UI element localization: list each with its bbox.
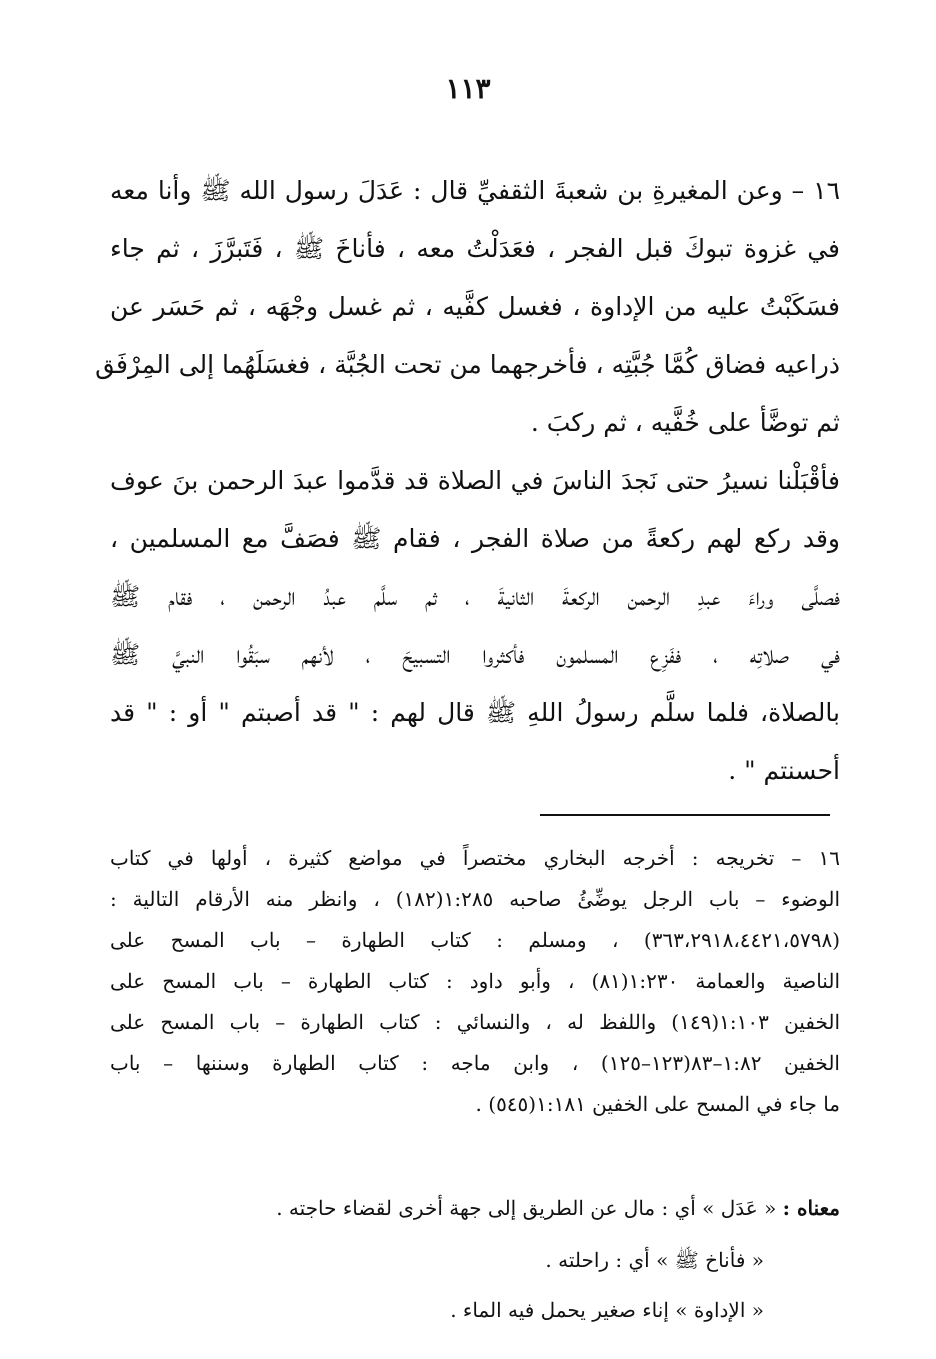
text-line: في غزوة تبوكَ قبل الفجر ، فعَدَلْتُ معه ، فأناخَ ﷺ ، فَتَبرَّزَ ، ثم جاء xyxy=(110,234,840,263)
text-line: بالصلاة، فلما سلَّم رسولُ اللهِ ﷺ قال لهم : " قد أصبتم " أو : " قد xyxy=(110,698,840,727)
footnote-line: الناصية والعمامة ١:٢٣٠(٨١) ، وأبو داود : كتاب الطهارة – باب المسح على xyxy=(110,969,840,993)
footnote-line: (٣٦٣،٢٩١٨،٤٤٢١،٥٧٩٨) ، ومسلم : كتاب الطهارة – باب المسح على xyxy=(110,928,840,952)
text-line: في صلاتِه ، ففَزِع المسلمون فأكثروا التسبيحَ ، لأنهم سبَقُوا النبيَّ ﷺ xyxy=(110,640,840,669)
footnote-line: الوضوء – باب الرجل يوضِّئُ صاحبه ١:٢٨٥(١٨٢) ، وانظر منه الأرقام التالية : xyxy=(110,887,841,911)
text-line: أحسنتم " . xyxy=(728,756,840,785)
footnote-takhrij xyxy=(110,838,840,1125)
gloss-intro-label: معناه : xyxy=(782,1196,840,1220)
text-line: ١٦ – وعن المغيرةِ بن شعبةَ الثقفيِّ قال : عَدَلَ رسول الله ﷺ وأنا معه xyxy=(110,176,840,205)
footnote-line: الخفين ١:٨٢–٨٣(١٢٣–١٢٥) ، وابن ماجه : كتاب الطهارة وسننها – باب xyxy=(110,1051,840,1075)
gloss-text: « عَدَل » أي : مال عن الطريق إلى جهة أخرى لقضاء حاجته . xyxy=(276,1196,777,1220)
text-line: فسَكَبْتُ عليه من الإداوة ، فغسل كفَّيه ، ثم غسل وجْهَه ، ثم حَسَر عن xyxy=(110,292,840,321)
gloss-line-3 xyxy=(34,1298,764,1322)
gloss-text: « الإداوة » إناء صغير يحمل فيه الماء . xyxy=(450,1298,764,1322)
hadith-paragraph-1 xyxy=(95,162,840,452)
footnote-line: ١٦ – تخريجه : أخرجه البخاري مختصراً في مواضع كثيرة ، أولها في كتاب xyxy=(110,846,840,870)
gloss-line-2 xyxy=(34,1248,764,1277)
hadith-paragraph-2 xyxy=(110,452,840,800)
text-line: ثم توضَّأ على خُفَّيه ، ثم ركبَ . xyxy=(530,408,840,437)
hadith-text xyxy=(95,162,840,800)
gloss-line-1 xyxy=(110,1196,840,1220)
footnote-line: ما جاء في المسح على الخفين ١:١٨١(٥٤٥) . xyxy=(475,1092,840,1116)
text-line: فأقْبَلْنا نسيرُ حتى نَجدَ الناسَ في الصلاة قد قدَّموا عبدَ الرحمن بنَ عوف xyxy=(110,466,840,495)
page-number: ١١٣ xyxy=(445,72,491,105)
text-line: وقد ركع لهم ركعةً من صلاة الفجر ، فقام ﷺ فصَفَّ مع المسلمين ، xyxy=(110,524,840,553)
gloss-text: « فأناخ ﷺ » أي : راحلته . xyxy=(545,1248,764,1272)
footnote-divider xyxy=(540,814,830,816)
text-line: فصلَّى وراءَ عبدِ الرحمن الركعةَ الثانيةَ ، ثم سلَّم عبدُ الرحمن ، فقام ﷺ xyxy=(110,582,840,611)
text-line: ذراعيه فضاق كُمَّا جُبَّتِه ، فأخرجهما من تحت الجُبَّة ، فغسَلَهُما إلى المِرْفَق xyxy=(95,350,840,379)
footnote-line: الخفين ١:١٠٣(١٤٩) واللفظ له ، والنسائي : كتاب الطهارة – باب المسح على xyxy=(110,1010,841,1034)
